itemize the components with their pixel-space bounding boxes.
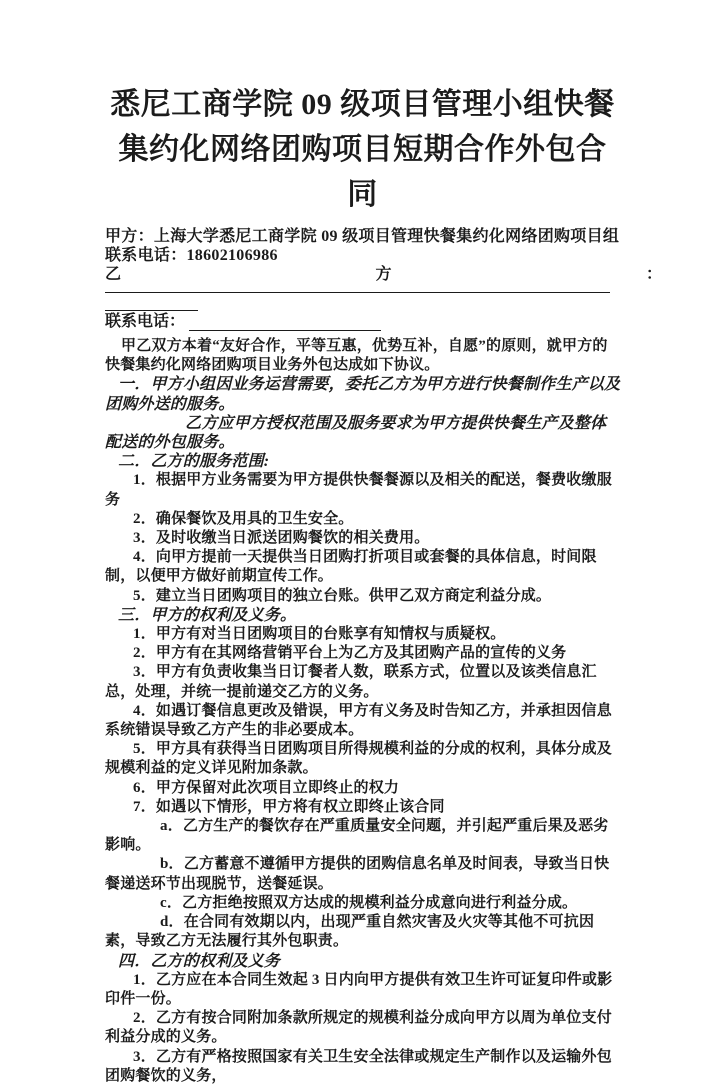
contract-paragraph: 1．根据甲方业务需要为甲方提供快餐餐源以及相关的配送，餐费收缴服务	[105, 472, 612, 508]
contract-paragraph: 5．甲方具有获得当日团购项目所得规模利益的分成的权利，具体分成及规模利益的定义详见附加条款。	[105, 741, 612, 777]
contract-paragraph: 3．甲方有负责收集当日订餐者人数，联系方式，位置以及该类信息汇总，处理，并统一提前递交乙方的义务。	[105, 664, 597, 700]
party-b-row	[105, 265, 662, 284]
party-b-phone-row	[105, 312, 620, 331]
party-b-colon: ：	[645, 266, 662, 283]
contract-paragraph: b．乙方蓄意不遵循甲方提供的团购信息名单及时间表，导致当日快餐递送环节出现脱节，送餐延误。	[105, 856, 610, 892]
party-b-label-left: 乙	[105, 266, 122, 283]
party-a-line: 甲方：上海大学悉尼工商学院 09 级项目管理快餐集约化网络团购项目组	[105, 228, 620, 245]
contract-paragraph: 四．乙方的权利及义务	[118, 952, 281, 970]
party-b-name-blank-line-2	[105, 310, 198, 311]
contract-paragraph: 一．甲方小组因业务运营需要，委托乙方为甲方进行快餐制作生产以及团购外送的服务。	[105, 376, 621, 413]
contract-paragraph: 2．乙方有按合同附加条款所规定的规模利益分成向甲方以周为单位支付利益分成的义务。	[105, 1010, 612, 1046]
contract-paragraph: c．乙方拒绝按照双方达成的规模利益分成意向进行利益分成。	[160, 894, 578, 911]
contract-paragraph: 2．确保餐饮及用具的卫生安全。	[133, 510, 354, 527]
contract-body	[105, 337, 622, 1086]
contract-paragraph: a．乙方生产的餐饮存在严重质量安全问题，并引起严重后果及恶劣影响。	[105, 818, 609, 854]
contract-title: 悉尼工商学院 09 级项目管理小组快餐集约化网络团购项目短期合作外包合同	[110, 88, 615, 211]
contract-paragraph: 4．如遇订餐信息更改及错误，甲方有义务及时告知乙方，并承担因信息系统错误导致乙方产生的非必要成本。	[105, 702, 612, 739]
contract-paragraph: 3．及时收缴当日派送团购餐饮的相关费用。	[133, 530, 430, 547]
party-b-name-blank-line	[105, 292, 610, 293]
contract-paragraph: 6．甲方保留对此次项目立即终止的权力	[133, 779, 400, 796]
contract-paragraph: 1．甲方有对当日团购项目的台账享有知情权与质疑权。	[133, 626, 506, 643]
contract-paragraph: d．在合同有效期以内，出现严重自然灾害及火灾等其他不可抗因素，导致乙方无法履行其外包职责。	[105, 914, 595, 950]
contract-paragraph: 7．如遇以下情形，甲方将有权立即终止该合同	[133, 798, 445, 815]
party-b-phone-blank-line	[189, 316, 381, 331]
contract-paragraph: 5．建立当日团购项目的独立台账。供甲乙双方商定利益分成。	[133, 587, 552, 604]
contract-paragraph: 乙方应甲方授权范围及服务要求为甲方提供快餐生产及整体配送的外包服务。	[105, 414, 607, 452]
contract-paragraph: 二．乙方的服务范围:	[118, 453, 270, 471]
party-b-label-mid: 方	[375, 266, 392, 283]
party-a-phone-line: 联系电话：18602106986	[105, 247, 278, 264]
party-b-phone-label: 联系电话：	[105, 313, 186, 330]
contract-paragraph: 1．乙方应在本合同生效起 3 日内向甲方提供有效卫生许可证复印件或影印件一份。	[105, 971, 613, 1007]
contract-paragraph: 3．乙方有严格按照国家有关卫生安全法律或规定生产制作以及运输外包团购餐饮的义务，	[105, 1048, 612, 1084]
contract-paragraph: 2．甲方有在其网络营销平台上为乙方及其团购产品的宣传的义务	[133, 645, 567, 662]
contract-paragraph: 三．甲方的权利及义务。	[118, 606, 297, 624]
contract-paragraph: 甲乙双方本着“友好合作，平等互惠，优势互补，自愿”的原则，就甲方的快餐集约化网络团购项目业务外包达成如下协议。	[105, 338, 608, 374]
contract-paragraph: 4．向甲方提前一天提供当日团购打折项目或套餐的具体信息，时间限制，以便甲方做好前期宣传工作。	[105, 549, 597, 585]
